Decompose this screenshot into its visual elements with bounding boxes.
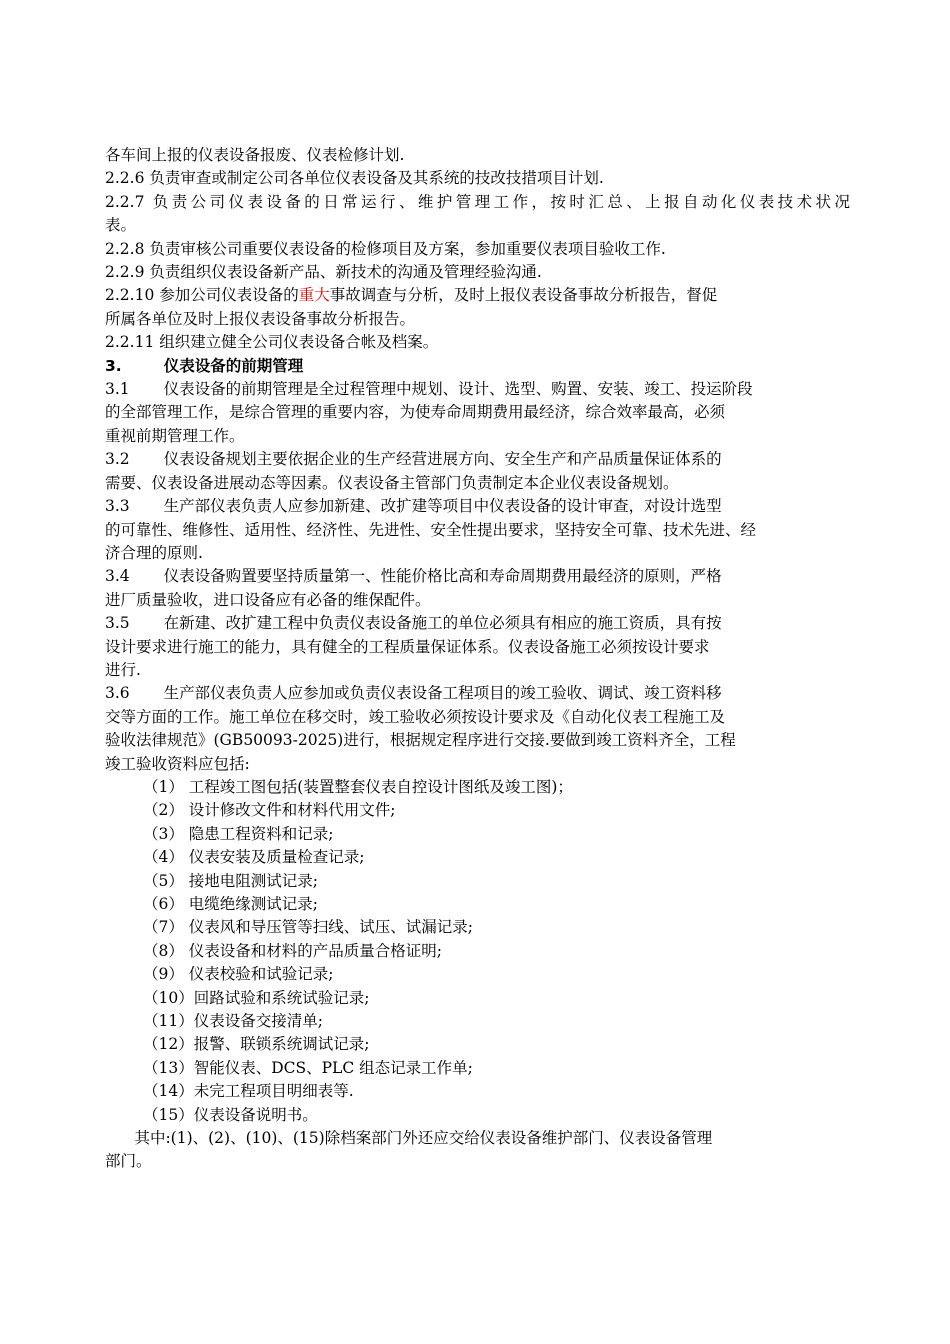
text-segment: 仪表设备购置要坚持质量第一、性能价格比高和寿命周期费用最经济的原则，严格 — [163, 567, 722, 586]
text-line — [105, 378, 850, 401]
text-line — [105, 612, 850, 635]
text-line: 竣工验收资料应包括: — [105, 754, 250, 773]
text-line: 重视前期管理工作。 — [105, 426, 245, 445]
text-line: 其中:(1)、(2)、(10)、(15)除档案部门外还应交给仪表设备维护部门、仪表设备管理 — [134, 1129, 713, 1148]
list-item: （14）未完工程项目明细表等. — [143, 1082, 354, 1101]
text-line — [105, 284, 850, 307]
text-line: 设计要求进行施工的能力，具有健全的工程质量保证体系。仪表设备施工必须按设计要求 — [105, 637, 710, 656]
text-segment: 仪表设备的前期管理是全过程管理中规划、设计、选型、购置、安装、竣工、投运阶段 — [163, 380, 753, 399]
highlighted-text: 重大 — [298, 286, 330, 305]
text-segment: 生产部仪表负责人应参加或负责仪表设备工程项目的竣工验收、调试、竣工资料移 — [163, 684, 722, 703]
text-line: 交等方面的工作。施工单位在移交时，竣工验收必须按设计要求及《自动化仪表工程施工及 — [105, 707, 726, 726]
clause-number: 3.6 — [105, 684, 130, 703]
text-segment: 仪表设备规划主要依据企业的生产经营进展方向、安全生产和产品质量保证体系的 — [163, 450, 722, 469]
text-line: 所属各单位及时上报仪表设备事故分析报告。 — [105, 309, 416, 328]
text-line — [105, 682, 850, 705]
text-line: 的全部管理工作，是综合管理的重要内容，为使寿命周期费用最经济，综合效率最高，必须 — [105, 403, 726, 422]
text-line — [105, 448, 850, 471]
section-title: 仪表设备的前期管理 — [163, 356, 304, 375]
text-line: 验收法律规范》(GB50093-2025)进行，根据规定程序进行交接.要做到竣工资料齐全，工程 — [105, 731, 736, 750]
text-segment: 生产部仪表负责人应参加新建、改扩建等项目中仪表设备的设计审查，对设计选型 — [163, 497, 722, 516]
text-segment: 在新建、改扩建工程中负责仪表设备施工的单位必须具有相应的施工资质，具有按 — [163, 614, 722, 633]
clause-number: 3.1 — [105, 380, 130, 399]
text-line: 需要、仪表设备进展动态等因素。仪表设备主管部门负责制定本企业仪表设备规划。 — [105, 473, 679, 492]
text-line: 进行. — [105, 660, 141, 679]
list-item: （7） 仪表风和导压管等扫线、试压、试漏记录; — [143, 918, 474, 937]
clause-number: 3.2 — [105, 450, 130, 469]
list-item: （5） 接地电阻测试记录; — [143, 871, 319, 890]
document-page — [105, 144, 850, 1174]
text-line — [105, 495, 850, 518]
list-item: （15）仪表设备说明书。 — [143, 1105, 318, 1124]
text-segment: 2.2.10 参加公司仪表设备的 — [105, 286, 299, 305]
list-item: （10）回路试验和系统试验记录; — [143, 988, 370, 1007]
clause-number: 3.4 — [105, 567, 130, 586]
list-item: （3） 隐患工程资料和记录; — [143, 824, 334, 843]
text-line: 2.2.9 负责组织仪表设备新产品、新技术的沟通及管理经验沟通. — [105, 263, 542, 282]
list-item: （9） 仪表校验和试验记录; — [143, 965, 334, 984]
text-line: 2.2.6 负责审查或制定公司各单位仪表设备及其系统的技改技措项目计划. — [105, 169, 604, 188]
list-item: （4） 仪表安装及质量检查记录; — [143, 848, 365, 867]
list-item: （8） 仪表设备和材料的产品质量合格证明; — [143, 941, 443, 960]
text-line: 2.2.11 组织建立健全公司仪表设备合帐及档案。 — [105, 333, 439, 352]
text-line: 表。 — [105, 216, 137, 235]
text-segment: 事故调查与分析，及时上报仪表设备事故分析报告，督促 — [329, 286, 718, 305]
text-line: 2.2.7 负责公司仪表设备的日常运行、维护管理工作，按时汇总、上报自动化仪表技术状况 — [105, 192, 850, 211]
list-item: （2） 设计修改文件和材料代用文件; — [143, 801, 396, 820]
text-line: 进厂质量验收，进口设备应有必备的维保配件。 — [105, 590, 431, 609]
section-number: 3. — [105, 356, 122, 375]
text-line — [105, 565, 850, 588]
text-line: 的可靠性、维修性、适用性、经济性、先进性、安全性提出要求，坚持安全可靠、技术先进、经 — [105, 520, 757, 539]
clause-number: 3.3 — [105, 497, 130, 516]
text-line: 济合理的原则. — [105, 543, 203, 562]
list-item: （13）智能仪表、DCS、PLC 组态记录工作单; — [143, 1058, 473, 1077]
list-item: （6） 电缆绝缘测试记录; — [143, 895, 319, 913]
list-item: （11）仪表设备交接清单; — [143, 1012, 323, 1031]
text-line: 各车间上报的仪表设备报废、仪表检修计划. — [105, 146, 405, 164]
section-heading — [105, 355, 850, 378]
text-line: 2.2.8 负责审核公司重要仪表设备的检修项目及方案，参加重要仪表项目验收工作. — [105, 239, 666, 258]
list-item: （12）报警、联锁系统调试记录; — [143, 1035, 370, 1054]
clause-number: 3.5 — [105, 614, 130, 633]
list-item: （1） 工程竣工图包括(装置整套仪表自控设计图纸及竣工图)； — [143, 777, 573, 796]
text-line: 部门。 — [105, 1152, 152, 1171]
